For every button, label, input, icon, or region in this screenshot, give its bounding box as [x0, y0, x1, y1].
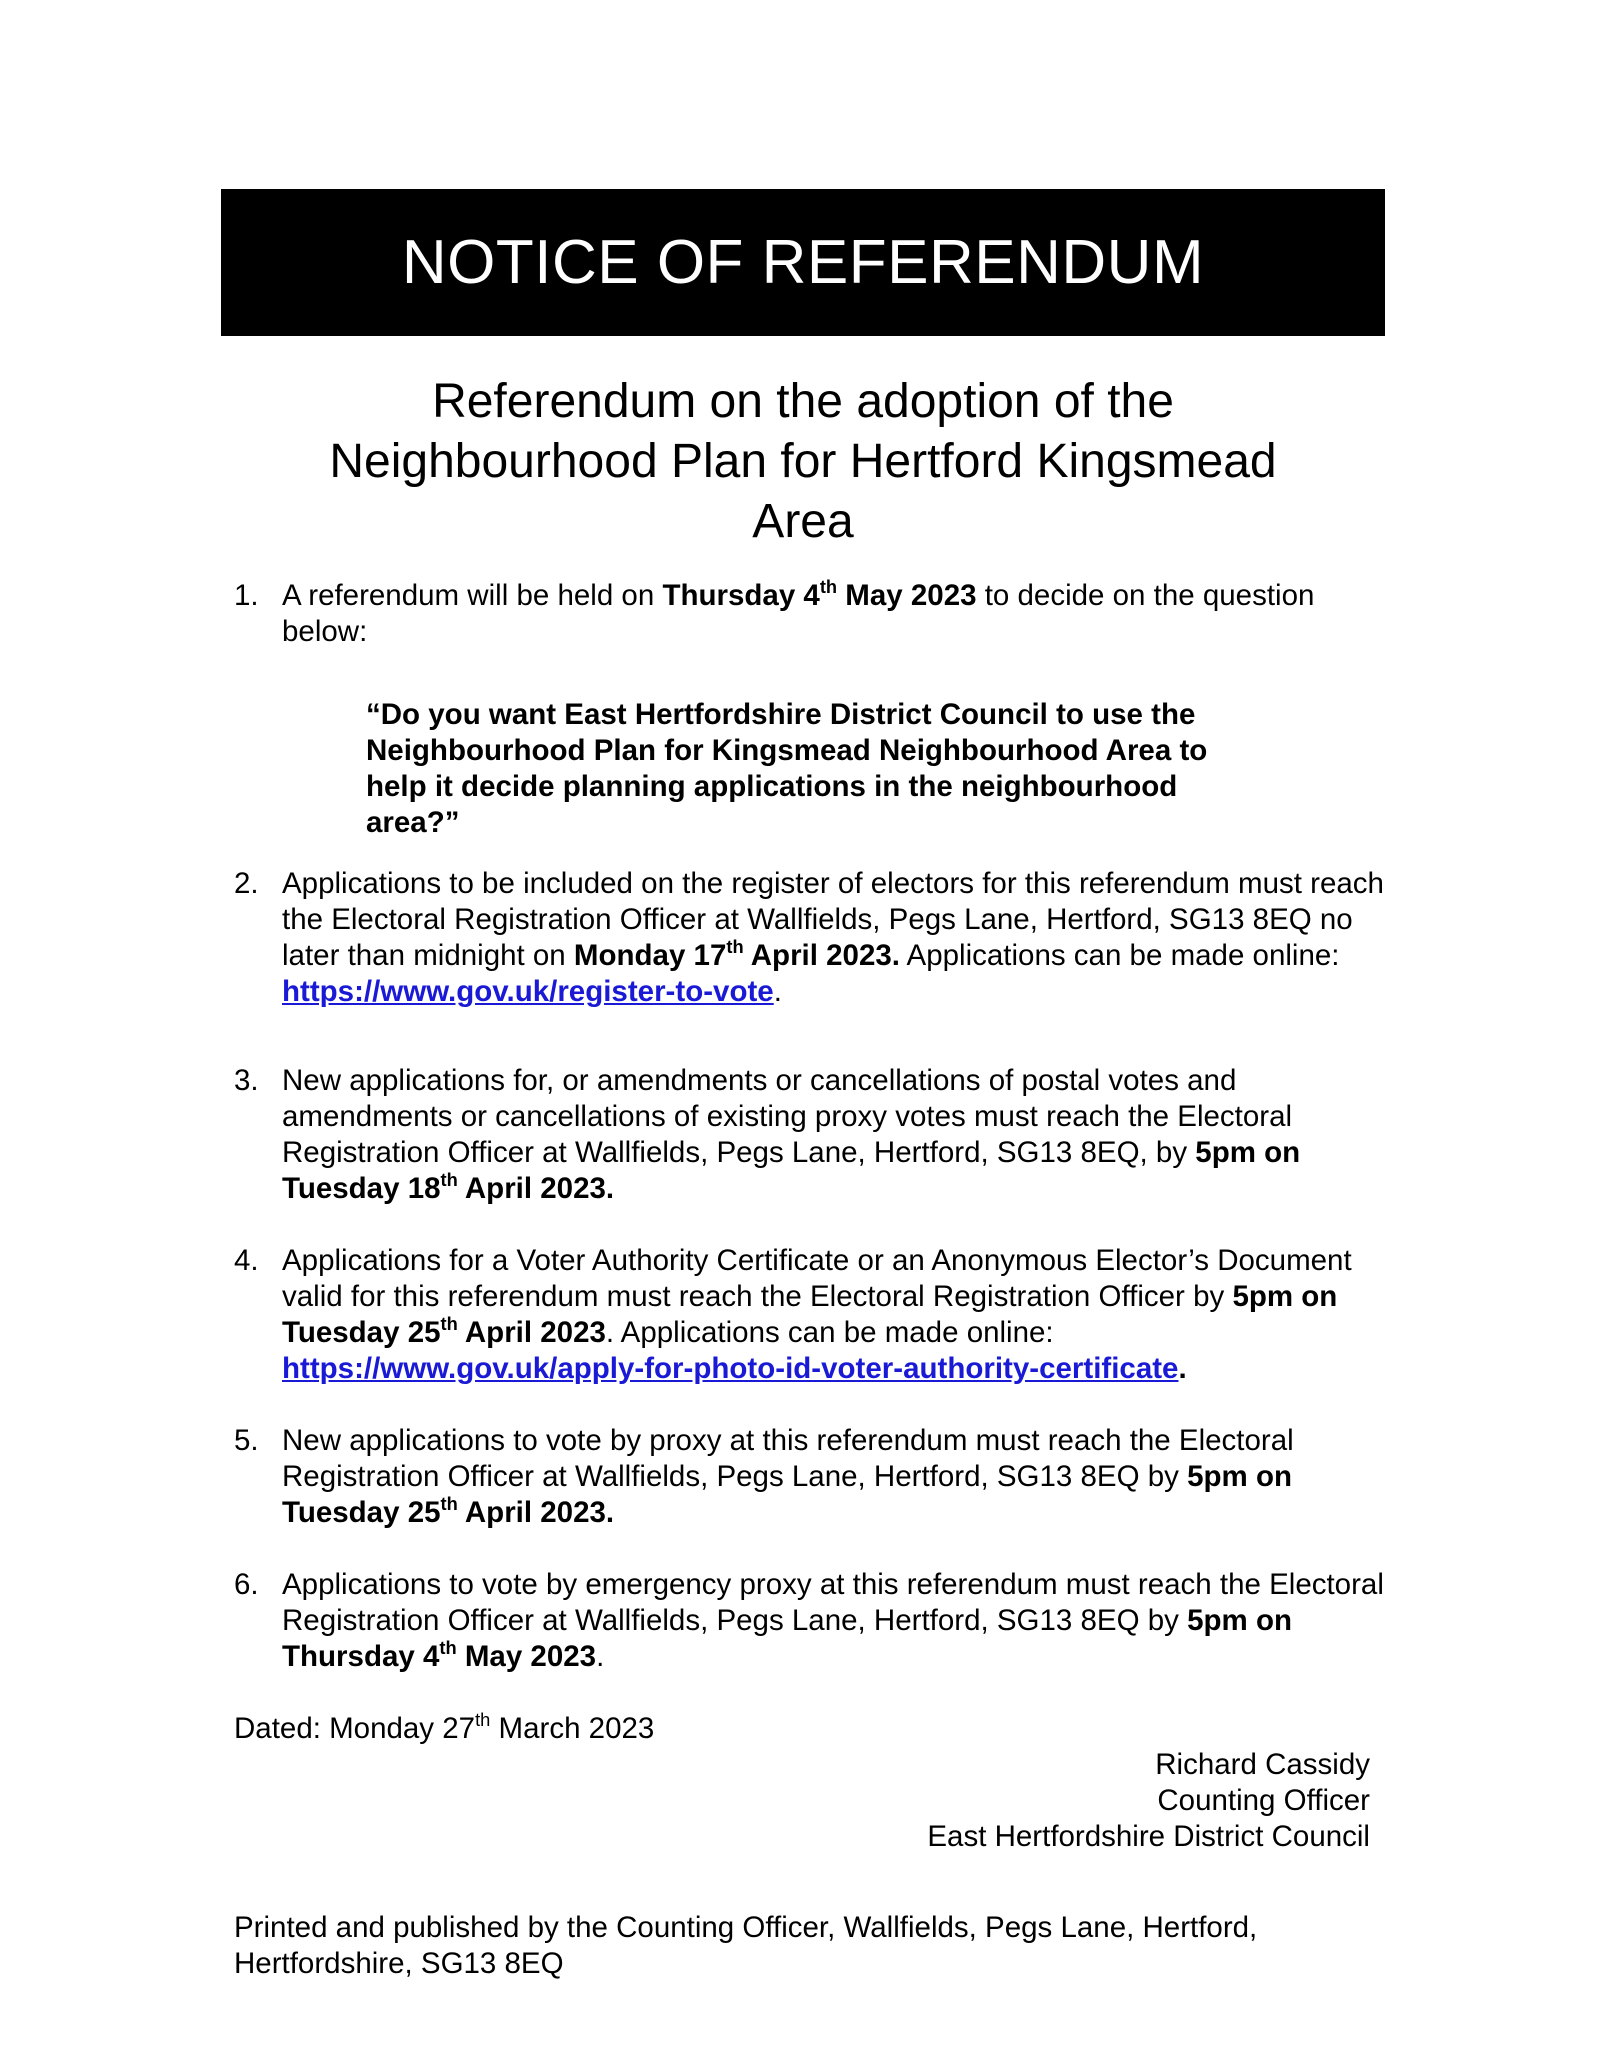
notice-item-6 — [234, 1567, 1384, 1675]
item-text: New applications for, or amendments or cancellations of postal votes and amendments or cancellations of existing proxy votes must reach the Electoral Registration Officer at Wallfields, Pegs Lane, Hertford, SG13 8EQ, by 5pm on Tuesday 18th April 2023. — [282, 1064, 1301, 1205]
register-to-vote-link[interactable]: https://www.gov.uk/register-to-vote — [282, 975, 774, 1008]
notice-item-2 — [234, 866, 1384, 1010]
subtitle-line-3: Area — [752, 495, 854, 548]
item-text: Applications to vote by emergency proxy at this referendum must reach the Electoral Registration Officer at Wallfields, Pegs Lane, Hertford, SG13 8EQ by 5pm on Thursday 4th May 2023. — [282, 1568, 1384, 1673]
item-text: Applications for a Voter Authority Certificate or an Anonymous Elector’s Document valid for this referendum must reach the Electoral Registration Officer by 5pm on Tuesday 25th April 2023. Applications can be made online: https://www.gov.uk/apply-for-photo-id-voter-authority-certificate. — [282, 1244, 1352, 1385]
item-text: Applications to be included on the register of electors for this referendum must reach the Electoral Registration Officer at Wallfields, Pegs Lane, Hertford, SG13 8EQ no later than midnight on Monday 17th April 2023. Applications can be made online: https://www.gov.uk/register-to-vote. — [282, 867, 1384, 1008]
notice-item-3 — [234, 1063, 1384, 1207]
item-number: 4. — [234, 1244, 259, 1277]
item-number: 2. — [234, 867, 259, 900]
item-text: New applications to vote by proxy at this referendum must reach the Electoral Registration Officer at Wallfields, Pegs Lane, Hertford, SG13 8EQ by 5pm on Tuesday 25th April 2023. — [282, 1424, 1294, 1529]
footer-line-2: Hertfordshire, SG13 8EQ — [234, 1947, 564, 1980]
item-number: 3. — [234, 1064, 259, 1097]
subtitle-line-1: Referendum on the adoption of the — [432, 375, 1174, 428]
signature-block — [927, 1747, 1370, 1855]
item-number: 5. — [234, 1424, 259, 1457]
referendum-subtitle — [221, 372, 1385, 552]
notice-item-4 — [234, 1243, 1384, 1387]
referendum-question: “Do you want East Hertfordshire District Council to use the Neighbourhood Plan for Kingsmead Neighbourhood Area to help it decide planning applications in the neighbourhood area?” — [366, 698, 1208, 839]
signatory-organisation: East Hertfordshire District Council — [927, 1820, 1370, 1853]
notice-item-5 — [234, 1423, 1384, 1531]
item-number: 1. — [234, 579, 259, 612]
signatory-role: Counting Officer — [1157, 1784, 1370, 1817]
signatory-name: Richard Cassidy — [1155, 1748, 1370, 1781]
dated-line: Dated: Monday 27th March 2023 — [234, 1709, 655, 1745]
notice-banner — [221, 189, 1385, 336]
voter-authority-certificate-link[interactable]: https://www.gov.uk/apply-for-photo-id-voter-authority-certificate — [282, 1352, 1179, 1385]
notice-item-1 — [234, 578, 1384, 650]
notice-title: NOTICE OF REFERENDUM — [401, 228, 1205, 297]
imprint-footer — [234, 1910, 1384, 1982]
item-text: A referendum will be held on Thursday 4th May 2023 to decide on the question below: — [282, 576, 1315, 648]
subtitle-line-2: Neighbourhood Plan for Hertford Kingsmead — [329, 435, 1277, 488]
item-number: 6. — [234, 1568, 259, 1601]
footer-line-1: Printed and published by the Counting Officer, Wallfields, Pegs Lane, Hertford, — [234, 1911, 1258, 1944]
